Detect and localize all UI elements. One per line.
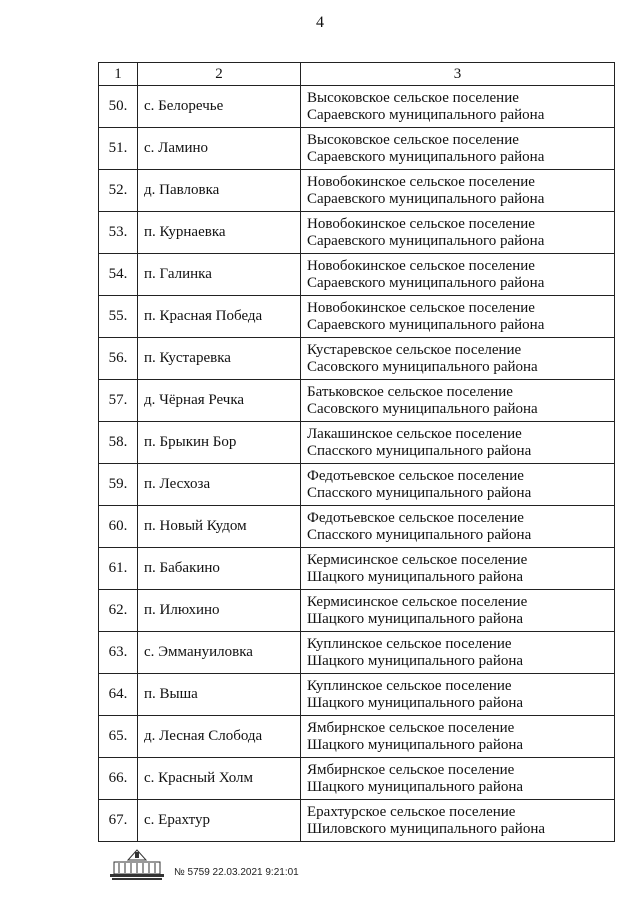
footer xyxy=(108,848,299,882)
table-row xyxy=(99,674,615,716)
municipal-settlement-line: Кермисинское сельское поселение xyxy=(307,551,528,568)
row-number: 56. xyxy=(99,338,138,380)
municipal-settlement-line: Высоковское сельское поселение xyxy=(307,89,519,106)
settlement-name: с. Ламино xyxy=(138,128,301,170)
municipal-settlement xyxy=(301,548,615,590)
table-row xyxy=(99,506,615,548)
municipal-settlement-line: Сараевского муниципального района xyxy=(307,106,545,123)
municipal-settlement-line: Сасовского муниципального района xyxy=(307,400,538,417)
settlement-name: п. Кустаревка xyxy=(138,338,301,380)
municipal-settlement-line: Шацкого муниципального района xyxy=(307,652,524,669)
row-number: 62. xyxy=(99,590,138,632)
municipal-settlement-line: Новобокинское сельское поселение xyxy=(307,173,535,190)
municipal-settlement-line: Новобокинское сельское поселение xyxy=(307,215,535,232)
settlement-name: п. Выша xyxy=(138,674,301,716)
municipal-settlement-line: Ямбирнское сельское поселение xyxy=(307,761,515,778)
header-col-2: 2 xyxy=(138,63,301,86)
municipal-settlement-line: Спасского муниципального района xyxy=(307,484,532,501)
table-row xyxy=(99,632,615,674)
municipal-settlement-line: Кустаревское сельское поселение xyxy=(307,341,522,358)
row-number: 61. xyxy=(99,548,138,590)
row-number: 60. xyxy=(99,506,138,548)
municipal-settlement-line: Новобокинское сельское поселение xyxy=(307,299,535,316)
municipal-settlement xyxy=(301,338,615,380)
municipal-settlement-line: Шацкого муниципального района xyxy=(307,694,524,711)
header-col-3: 3 xyxy=(301,63,615,86)
settlements-table xyxy=(98,62,615,842)
table-row xyxy=(99,380,615,422)
settlement-name: д. Павловка xyxy=(138,170,301,212)
municipal-settlement-line: Куплинское сельское поселение xyxy=(307,677,512,694)
municipal-settlement xyxy=(301,86,615,128)
municipal-settlement xyxy=(301,674,615,716)
header-col-1: 1 xyxy=(99,63,138,86)
table-row xyxy=(99,86,615,128)
municipal-settlement xyxy=(301,632,615,674)
municipal-settlement xyxy=(301,212,615,254)
settlement-name: с. Ерахтур xyxy=(138,800,301,842)
settlement-name: п. Красная Победа xyxy=(138,296,301,338)
settlement-name: с. Эммануиловка xyxy=(138,632,301,674)
row-number: 57. xyxy=(99,380,138,422)
row-number: 67. xyxy=(99,800,138,842)
row-number: 55. xyxy=(99,296,138,338)
municipal-settlement xyxy=(301,296,615,338)
municipal-settlement-line: Сараевского муниципального района xyxy=(307,316,545,333)
settlement-name: п. Галинка xyxy=(138,254,301,296)
municipal-settlement-line: Сараевского муниципального района xyxy=(307,148,545,165)
table-row xyxy=(99,758,615,800)
table-row xyxy=(99,716,615,758)
settlement-name: п. Брыкин Бор xyxy=(138,422,301,464)
municipal-settlement xyxy=(301,254,615,296)
municipal-settlement-line: Федотьевское сельское поселение xyxy=(307,509,524,526)
municipal-settlement-line: Батьковское сельское поселение xyxy=(307,383,513,400)
municipal-settlement xyxy=(301,758,615,800)
table-row xyxy=(99,548,615,590)
municipal-settlement-line: Шацкого муниципального района xyxy=(307,736,524,753)
settlement-name: д. Лесная Слобода xyxy=(138,716,301,758)
row-number: 54. xyxy=(99,254,138,296)
row-number: 64. xyxy=(99,674,138,716)
municipal-settlement-line: Кермисинское сельское поселение xyxy=(307,593,528,610)
table-row xyxy=(99,254,615,296)
row-number: 50. xyxy=(99,86,138,128)
settlement-name: п. Лесхоза xyxy=(138,464,301,506)
row-number: 63. xyxy=(99,632,138,674)
settlement-name: п. Бабакино xyxy=(138,548,301,590)
municipal-settlement-line: Ямбирнское сельское поселение xyxy=(307,719,515,736)
municipal-settlement-line: Спасского муниципального района xyxy=(307,526,532,543)
row-number: 65. xyxy=(99,716,138,758)
row-number: 53. xyxy=(99,212,138,254)
municipal-settlement-line: Шиловского муниципального района xyxy=(307,820,546,837)
municipal-settlement-line: Ерахтурское сельское поселение xyxy=(307,803,516,820)
municipal-settlement xyxy=(301,506,615,548)
building-logo-icon xyxy=(108,848,166,882)
municipal-settlement xyxy=(301,800,615,842)
table-row xyxy=(99,590,615,632)
municipal-settlement-line: Спасского муниципального района xyxy=(307,442,532,459)
table-row xyxy=(99,296,615,338)
municipal-settlement xyxy=(301,590,615,632)
table-header-row xyxy=(99,63,615,86)
municipal-settlement-line: Сараевского муниципального района xyxy=(307,190,545,207)
table-row xyxy=(99,464,615,506)
row-number: 66. xyxy=(99,758,138,800)
settlement-name: с. Красный Холм xyxy=(138,758,301,800)
document-registration-info: № 5759 22.03.2021 9:21:01 xyxy=(174,867,299,878)
table-row xyxy=(99,338,615,380)
municipal-settlement-line: Куплинское сельское поселение xyxy=(307,635,512,652)
municipal-settlement-line: Шацкого муниципального района xyxy=(307,568,524,585)
municipal-settlement-line: Федотьевское сельское поселение xyxy=(307,467,524,484)
municipal-settlement xyxy=(301,380,615,422)
municipal-settlement-line: Шацкого муниципального района xyxy=(307,778,524,795)
municipal-settlement xyxy=(301,170,615,212)
settlement-name: с. Белоречье xyxy=(138,86,301,128)
row-number: 52. xyxy=(99,170,138,212)
table-row xyxy=(99,170,615,212)
settlement-name: п. Курнаевка xyxy=(138,212,301,254)
table-row xyxy=(99,128,615,170)
table-row xyxy=(99,800,615,842)
municipal-settlement-line: Новобокинское сельское поселение xyxy=(307,257,535,274)
municipal-settlement-line: Сасовского муниципального района xyxy=(307,358,538,375)
table-row xyxy=(99,422,615,464)
row-number: 58. xyxy=(99,422,138,464)
municipal-settlement xyxy=(301,464,615,506)
municipal-settlement-line: Сараевского муниципального района xyxy=(307,274,545,291)
settlement-name: п. Илюхино xyxy=(138,590,301,632)
row-number: 51. xyxy=(99,128,138,170)
municipal-settlement-line: Лакашинское сельское поселение xyxy=(307,425,522,442)
municipal-settlement xyxy=(301,422,615,464)
page-number: 4 xyxy=(316,14,324,31)
municipal-settlement xyxy=(301,128,615,170)
settlement-name: д. Чёрная Речка xyxy=(138,380,301,422)
municipal-settlement xyxy=(301,716,615,758)
municipal-settlement-line: Сараевского муниципального района xyxy=(307,232,545,249)
settlement-name: п. Новый Кудом xyxy=(138,506,301,548)
municipal-settlement-line: Шацкого муниципального района xyxy=(307,610,524,627)
row-number: 59. xyxy=(99,464,138,506)
table-row xyxy=(99,212,615,254)
municipal-settlement-line: Высоковское сельское поселение xyxy=(307,131,519,148)
